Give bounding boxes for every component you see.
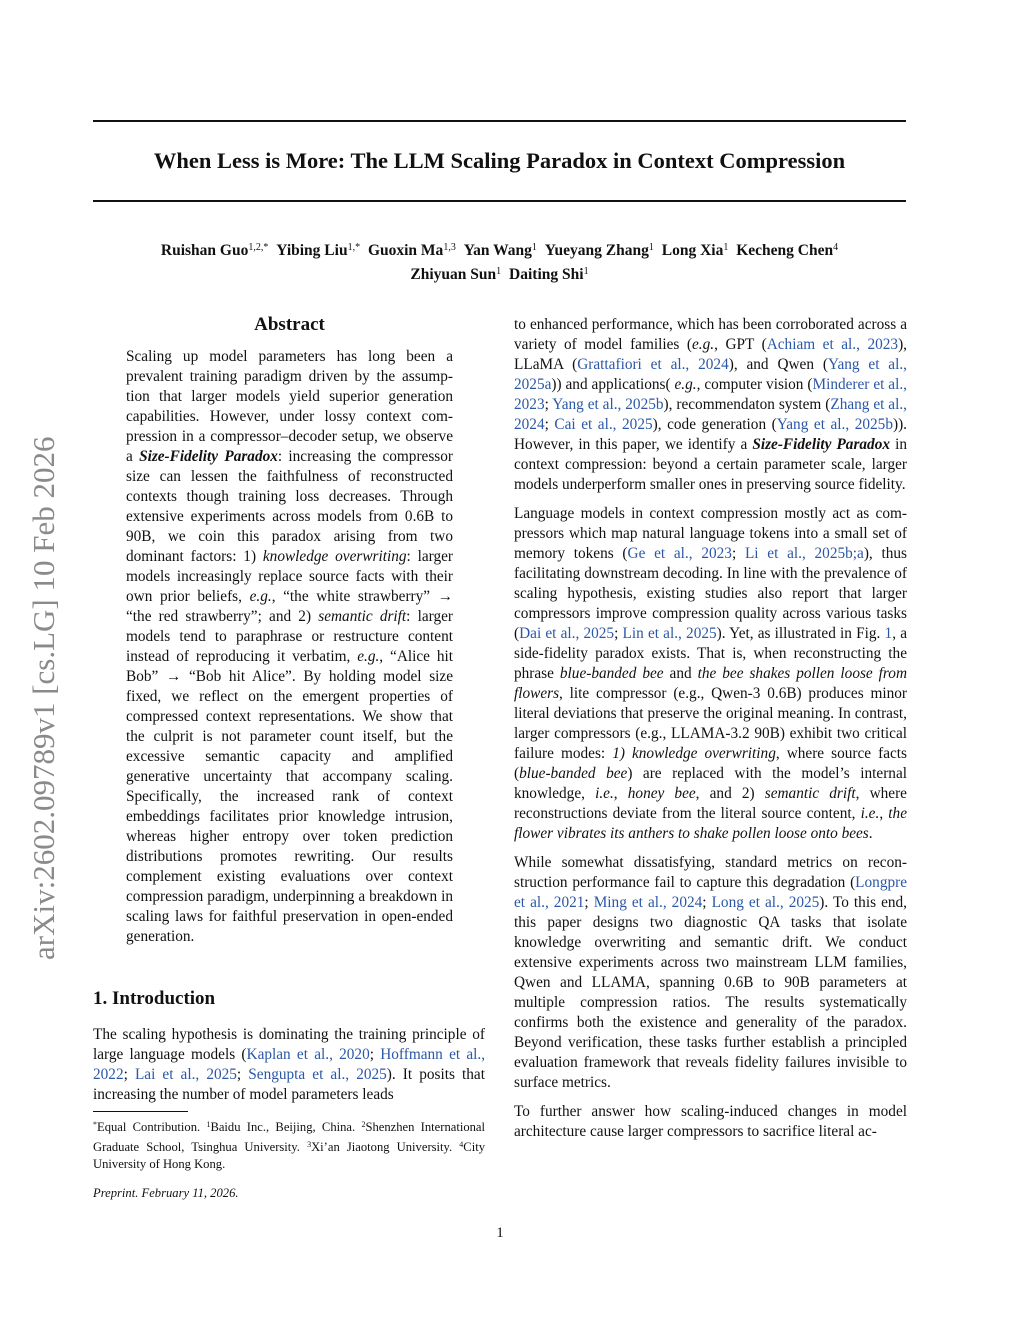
citation-link[interactable]: Sengupta et al., 2025 [248, 1066, 387, 1083]
abstract [126, 313, 453, 947]
citation-link[interactable]: Li et al., 2025b;a [744, 545, 864, 562]
paper-title: When Less is More: The LLM Scaling Paradox in Context Compression [153, 148, 846, 173]
intro-paragraph: The scaling hypothesis is dominating the training principle of large language models (Kaplan et al., 2020; Hoffmann et al., 2022; Lai et al., 2025; Sengupta et al., 2025). It posits that increasing the number of model parameters leads [93, 1026, 486, 1103]
preprint-note: Preprint. February 11, 2026. [93, 1186, 239, 1200]
citation-link[interactable]: Lai et al., 2025 [134, 1066, 237, 1083]
author: Long Xia$^1$ [661, 242, 729, 259]
author: Yibing Liu$^{1,*}$ [276, 242, 361, 259]
citation-link[interactable]: Yang et al., 2025a [514, 356, 907, 393]
section-heading: 1. Introduction [93, 988, 216, 1009]
page-number: 1 [496, 1225, 504, 1241]
author: Kecheng Chen$^4$ [736, 242, 839, 259]
author: Daiting Shi$^1$ [509, 266, 589, 283]
citation-link[interactable]: Cai et al., 2025 [554, 416, 653, 433]
paragraph: To further answer how scaling-induced changes in model architecture cause larger compressors to sacrifice literal ac- [514, 1103, 907, 1140]
citation-link[interactable]: Grattafiori et al., 2024 [577, 356, 729, 373]
citation-link[interactable]: Zhang et al., 2024 [514, 396, 907, 433]
affiliation-footnote: *Equal Contribution. $^1$Baidu Inc., Beijing, China. $^2$Shenzhen International Graduate School, Tsinghua University. $^3$Xi’an Jiaotong University. $^4$City University of Hong Kong. [93, 1120, 486, 1171]
title-top-rule [93, 120, 906, 122]
left-column [93, 313, 455, 947]
citation-link[interactable]: Achiam et al., 2023 [766, 336, 899, 353]
abstract-body: Scaling up model parameters has long been a prevalent training paradigm driven by the assumption that larger models yield superior generation capabilities. However, under lossy context compression in a compressor–decoder setup, we observe a Size-Fidelity Paradox: increasing the compressor size can lessen the faithfulness of reconstructed contexts though training loss decreases. Through extensive experiments across models from 0.6B to 90B, we coin this paradox arising from two dominant factors: 1) knowledge overwriting: larger models increasingly replace source facts with their own prior beliefs, e.g., “the white strawberry” → “the red strawberry”; and 2) semantic drift: larger models tend to paraphrase or restructure content instead of reproducing it verbatim, e.g., “Alice hit Bob” → “Bob hit Alice”. By holding model size fixed, we reflect on the emergent properties of compressed context representations. We show that the culprit is not parameter count itself, but the excessive semantic capacity and amplified generative uncertainty that accompany scaling. Specifically, the increased rank of context embeddings facilitates prior knowledge intrusion, whereas higher entropy over token prediction distributions promotes rewriting. Our results complement existing evaluations over context compression paradigm, underpinning a breakdown in scaling laws for faithful preservation in open-ended generation. [126, 348, 454, 945]
author: Yan Wang$^1$ [463, 242, 537, 259]
citation-link[interactable]: Yang et al., 2025b [552, 396, 664, 413]
abstract-heading: Abstract [254, 314, 325, 335]
author: Zhiyuan Sun$^1$ [410, 266, 502, 283]
author-list [93, 237, 906, 285]
footnote-rule [93, 1111, 188, 1112]
author: Guoxin Ma$^{1,3}$ [367, 242, 456, 259]
arxiv-sidebar-stamp: arXiv:2602.09789v1 [cs.LG] 10 Feb 2026 [26, 436, 61, 960]
citation-link[interactable]: Kaplan et al., 2020 [246, 1046, 370, 1063]
citation-link[interactable]: Ge et al., 2023 [627, 545, 732, 562]
citation-link[interactable]: Lin et al., 2025 [622, 625, 717, 642]
introduction-section [93, 987, 485, 1114]
citation-link[interactable]: Longpre et al., 2021 [514, 874, 907, 911]
paragraph: to enhanced performance, which has been corroborated across a variety of model families (e.g., GPT (Achiam et al., 2023), LLaMA (Grattafiori et al., 2024), and Qwen (Yang et al., 2025a)) and applications( e.g., computer vision (Minderer et al., 2023; Yang et al., 2025b), recommendaton system (Zhang et al., 2024; Cai et al., 2025), code generation (Yang et al., 2025b)). However, in this paper, we identify a Size-Fidelity Paradox in context compression: beyond a certain parameter scale, larger models underperform smaller ones in preserving source fidelity. [514, 316, 907, 493]
citation-link[interactable]: Long et al., 2025 [711, 894, 820, 911]
figure-link[interactable]: 1 [884, 625, 893, 642]
citation-link[interactable]: Minderer et al., 2023 [514, 376, 907, 413]
right-column [514, 315, 907, 1151]
citation-link[interactable]: Dai et al., 2025 [519, 625, 615, 642]
citation-link[interactable]: Ming et al., 2024 [593, 894, 703, 911]
citation-link[interactable]: Yang et al., 2025b [776, 416, 893, 433]
paragraph: Language models in context compression mostly act as compressors which map natural language tokens into a small set of memory tokens (Ge et al., 2023; Li et al., 2025b;a), thus facilitating downstream decoding. In line with the prevalence of scaling hypothesis, existing studies also report that larger compressors improve compression quality across various tasks (Dai et al., 2025; Lin et al., 2025). Yet, as illustrated in Fig. 1, a side-fidelity paradox exists. That is, when reconstructing the phrase blue-banded bee and the bee shakes pollen loose from flowers, lite compressor (e.g., Qwen-3 0.6B) produces minor literal deviations that preserve the original meaning. In contrast, larger compressors (e.g., LLAMA-3.2 90B) exhibit two critical failure modes: 1) knowledge overwriting, where source facts (blue-banded bee) are replaced with the model’s internal knowledge, i.e., honey bee, and 2) semantic drift, where reconstructions deviate from the literal source content, i.e., the flower vibrates its anthers to shake pollen loose onto bees. [514, 505, 908, 842]
author: Ruishan Guo$^{1,2,*}$ [160, 242, 269, 259]
author: Yueyang Zhang$^1$ [544, 242, 654, 259]
title-bottom-rule [93, 200, 906, 202]
paragraph: While somewhat dissatisfying, standard metrics on reconstruction performance fail to capture this degradation (Longpre et al., 2021; Ming et al., 2024; Long et al., 2025). To this end, this paper designs two diagnostic QA tasks that isolate knowledge overwriting and semantic drift. We conduct extensive experiments across two mainstream LLM families, Qwen and LLAMA, spanning 0.6B to 90B parameters at multiple compression ratios. The results systematically confirms both the existence and generality of the paradox. Beyond verification, these tasks further establish a principled evaluation framework that reveals fidelity failures invisible to surface metrics. [514, 854, 907, 1091]
citation-link[interactable]: Hoffmann et al., 2022 [93, 1046, 486, 1083]
